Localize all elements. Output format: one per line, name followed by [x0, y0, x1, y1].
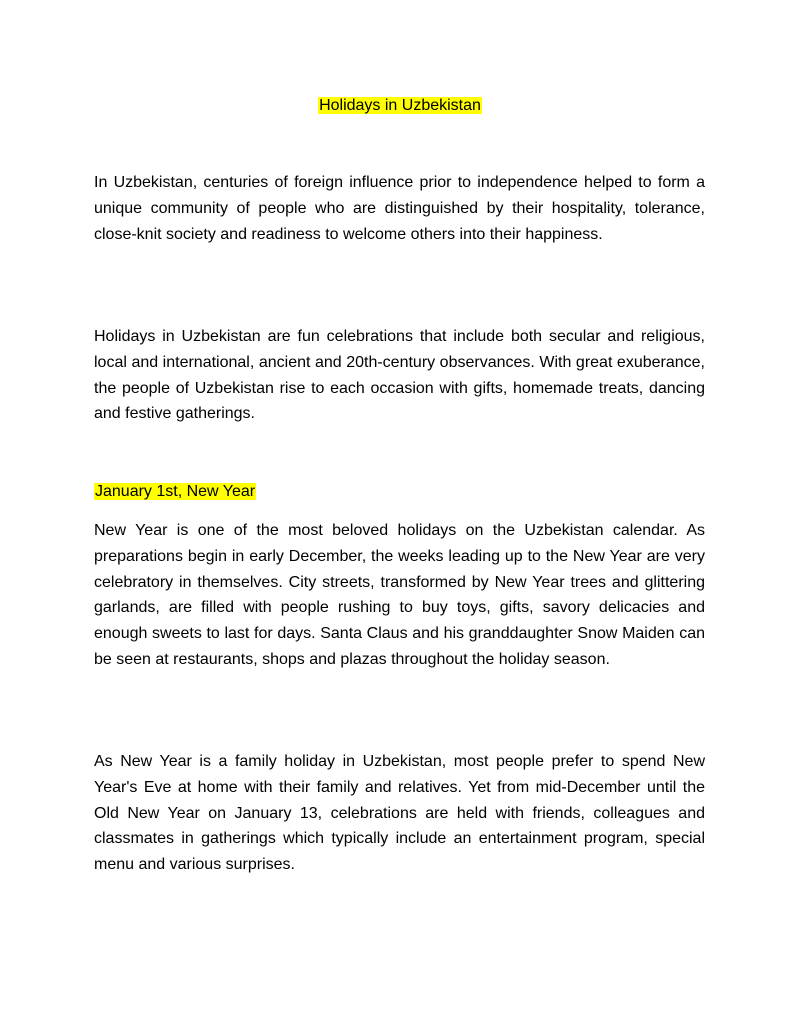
section-paragraph-1: New Year is one of the most beloved holidays on the Uzbekistan calendar. As preparations begin in early December, the weeks leading up to the New Year are very celebratory in themselves. City streets, transformed by New Year trees and glittering garlands, are filled with people rushing to buy toys, gifts, savory delicacies and enough sweets to last for days. Santa Claus and his granddaughter Snow Maiden can be seen at restaurants, shops and plazas throughout the holiday season. — [94, 522, 705, 668]
document-title-container — [0, 93, 800, 118]
section-heading-wrapper — [94, 479, 705, 504]
intro-paragraph-1: In Uzbekistan, centuries of foreign influence prior to independence helped to form a unique community of people who are distinguished by their hospitality, tolerance, close-knit society and readiness to welcome others into their happiness. — [94, 174, 705, 243]
intro-paragraph-container — [94, 170, 705, 247]
intro-paragraph-2: Holidays in Uzbekistan are fun celebrations that include both secular and religious, local and international, ancient and 20th-century observances. With great exuberance, the people of Uzbekistan rise to each occasion with gifts, homemade treats, dancing and festive gatherings. — [94, 328, 705, 423]
intro-paragraph-container-2 — [94, 324, 705, 427]
section-heading: January 1st, New Year — [95, 483, 256, 500]
section-heading-container — [94, 479, 705, 504]
document-title: Holidays in Uzbekistan — [319, 97, 481, 114]
section-paragraph-container-1 — [94, 518, 705, 673]
section-paragraph-2: As New Year is a family holiday in Uzbekistan, most people prefer to spend New Year's Eve at home with their family and relatives. Yet from mid-December until the Old New Year on January 13, celebrations are held with friends, colleagues and classmates in gatherings which typically include an entertainment program, special menu and various surprises. — [94, 753, 705, 874]
section-paragraph-container-2 — [94, 749, 705, 878]
